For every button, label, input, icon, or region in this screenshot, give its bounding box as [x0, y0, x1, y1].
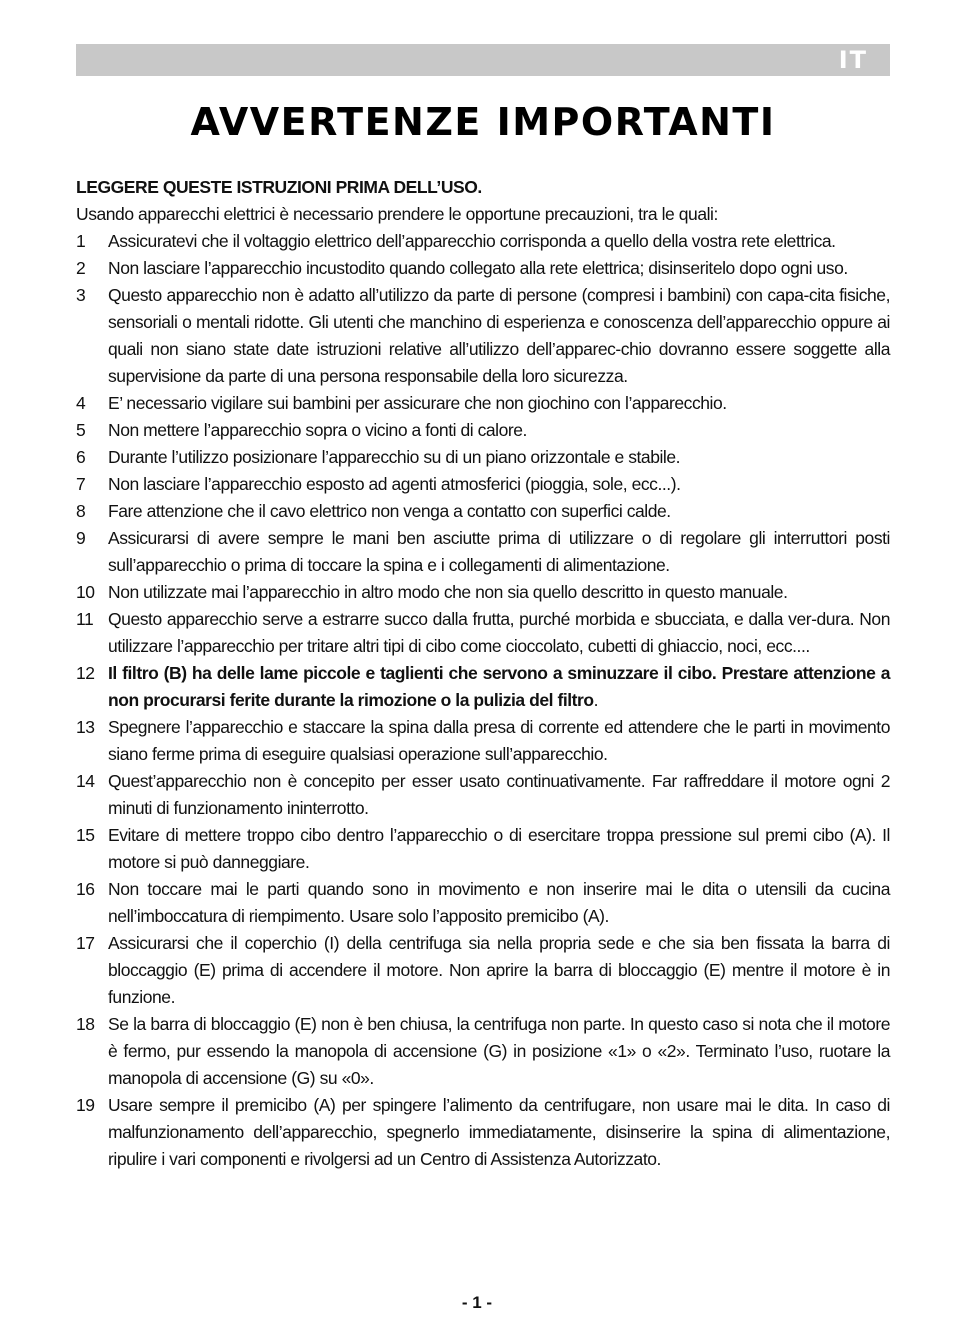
warning-text: Spegnere l’apparecchio e staccare la spina dalla presa di corrente ed attendere che le parti in movimento siano ferme prima di eseguire qualsiasi operazione sull’apparecchio. — [108, 717, 890, 764]
warning-item — [76, 876, 890, 930]
warning-text: Assicurarsi di avere sempre le mani ben asciutte prima di utilizzare o di regolare gli interruttori posti sull’apparecchio o prima di toccare la spina e i collegamenti di alimentazione. — [108, 528, 890, 575]
warning-bold-text: Il filtro (B) ha delle lame piccole e taglienti che servono a sminuzzare il cibo. Prestare attenzione a non procurarsi ferite durante la rimozione o la pulizia del filtro — [108, 663, 890, 710]
warning-number: 1 — [76, 231, 86, 251]
warning-text: Usare sempre il premicibo (A) per spingere l’alimento da centrifugare, non usare mai le dita. In caso di malfunzionamento dell’apparecchio, spegnerlo immediatamente, disinserire la spina di alimentazione, ripulire i vari componenti e rivolgersi ad un Centro di Assistenza Autorizzato. — [108, 1095, 890, 1169]
warning-text: Questo apparecchio non è adatto all’utilizzo da parte di persone (compresi i bambini) con capa-cita fisiche, sensoriali o mentali ridotte. Gli utenti che manchino di esperienza e conoscenza dell’apparecchio oppure ai quali non siano state date istruzioni relative all’utilizzo dell’apparec-chio dovranno essere soggette alla supervisione da parte di una persona responsabile della loro sicurezza. — [108, 285, 890, 386]
warning-item — [76, 228, 890, 255]
warnings-list — [76, 228, 890, 1173]
warning-text: Assicurarsi che il coperchio (I) della centrifuga sia nella propria sede e che sia ben fissata la barra di bloccaggio (E) prima di accendere il motore. Non aprire la barra di bloccaggio (E) mentre il motore è in funzione. — [108, 933, 890, 1007]
page-title: AVVERTENZE IMPORTANTI — [190, 100, 776, 144]
warning-item — [76, 417, 890, 444]
warning-number: 5 — [76, 420, 86, 440]
warning-item — [76, 660, 890, 714]
warning-number: 17 — [76, 933, 95, 953]
warning-text: Questo apparecchio serve a estrarre succo dalla frutta, purché morbida e sbucciata, e dalla ver-dura. Non utilizzare l’apparecchio per tritare altri tipi di cibo come cioccolato, cubetti di ghiaccio, noci, ecc.... — [108, 609, 890, 656]
warning-number: 11 — [76, 609, 94, 629]
section-subtitle: LEGGERE QUESTE ISTRUZIONI PRIMA DELL’USO. — [76, 177, 482, 197]
warning-number: 15 — [76, 825, 95, 845]
warning-item — [76, 1092, 890, 1173]
warning-number: 19 — [76, 1095, 95, 1115]
warning-item — [76, 444, 890, 471]
warning-text: Se la barra di bloccaggio (E) non è ben chiusa, la centrifuga non parte. In questo caso si nota che il motore è fermo, pur essendo la manopola di accensione (G) in posizione «1» o «2». Terminato l’uso, ruotare la manopola di accensione (G) su «0». — [108, 1014, 890, 1088]
warning-text: Non lasciare l’apparecchio incustodito quando collegato alla rete elettrica; disinseritelo dopo ogni uso. — [108, 258, 848, 278]
warning-number: 8 — [76, 501, 86, 521]
warning-item — [76, 579, 890, 606]
warning-text: Assicuratevi che il voltaggio elettrico dell’apparecchio corrisponda a quello della vostra rete elettrica. — [108, 231, 836, 251]
warning-item — [76, 768, 890, 822]
warning-number: 4 — [76, 393, 86, 413]
warning-number: 7 — [76, 474, 86, 494]
warning-number: 14 — [76, 771, 95, 791]
warning-text: Non mettere l’apparecchio sopra o vicino a fonti di calore. — [108, 420, 527, 440]
warning-number: 18 — [76, 1014, 95, 1034]
warning-text: Non toccare mai le parti quando sono in movimento e non inserire mai le dita o utensili da cucina nell’imboccatura di riempimento. Usare solo l’apposito premicibo (A). — [108, 879, 890, 926]
warning-number: 16 — [76, 879, 95, 899]
warning-number: 6 — [76, 447, 86, 467]
warning-text-tail: . — [593, 690, 599, 710]
warning-item — [76, 498, 890, 525]
warning-item — [76, 606, 890, 660]
page-number: - 1 - — [461, 1293, 493, 1312]
warning-number: 12 — [76, 663, 95, 683]
warning-text — [108, 660, 890, 714]
warning-item — [76, 714, 890, 768]
warning-number: 10 — [76, 582, 95, 602]
warning-item — [76, 390, 890, 417]
warning-text: Non utilizzate mai l’apparecchio in altro modo che non sia quello descritto in questo manuale. — [108, 582, 788, 602]
language-bar — [76, 44, 890, 76]
warning-number: 9 — [76, 528, 86, 548]
warning-number: 13 — [76, 717, 95, 737]
warning-item — [76, 930, 890, 1011]
warning-item — [76, 282, 890, 390]
warning-text: Durante l’utilizzo posizionare l’apparecchio su di un piano orizzontale e stabile. — [108, 447, 681, 467]
warnings-section — [76, 174, 890, 1173]
warning-item — [76, 255, 890, 282]
warning-number: 2 — [76, 258, 86, 278]
warning-item — [76, 471, 890, 498]
language-code: IT — [838, 46, 868, 74]
warning-item — [76, 1011, 890, 1092]
warning-item — [76, 822, 890, 876]
intro-text: Usando apparecchi elettrici è necessario prendere le opportune precauzioni, tra le quali: — [76, 204, 718, 224]
warning-item — [76, 525, 890, 579]
warning-text: E’ necessario vigilare sui bambini per assicurare che non giochino con l’apparecchio. — [108, 393, 727, 413]
warning-text: Quest’apparecchio non è concepito per esser usato continuativamente. Far raffreddare il motore ogni 2 minuti di funzionamento ininterrotto. — [108, 771, 890, 818]
warning-text: Evitare di mettere troppo cibo dentro l’apparecchio o di esercitare troppa pressione sul premi cibo (A). Il motore si può danneggiare. — [108, 825, 890, 872]
warning-number: 3 — [76, 285, 86, 305]
warning-text: Non lasciare l’apparecchio esposto ad agenti atmosferici (pioggia, sole, ecc...). — [108, 474, 681, 494]
warning-text: Fare attenzione che il cavo elettrico non venga a contatto con superfici calde. — [108, 501, 671, 521]
